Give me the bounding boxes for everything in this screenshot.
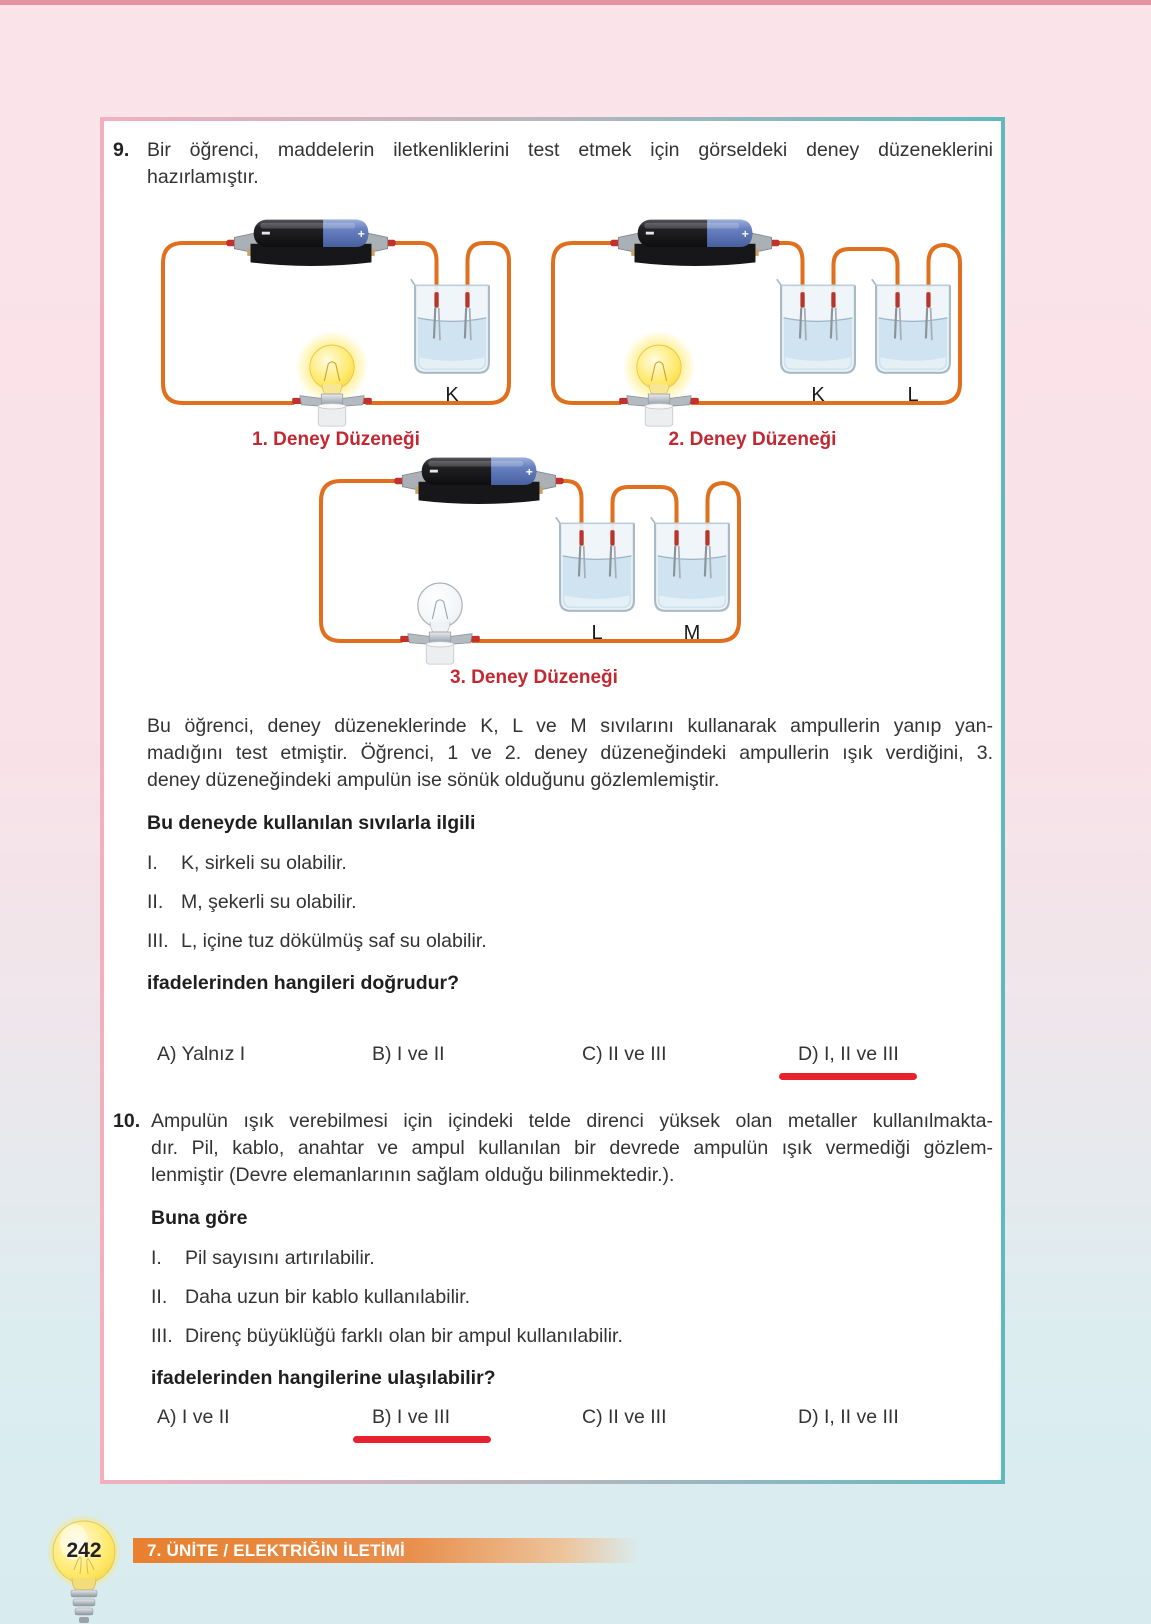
bulb-off-icon [400,583,480,664]
statement-text: M, şekerli su olabilir. [181,891,357,913]
beaker-label: K [811,384,825,406]
question-text: Ampulün ışık verebilmesi için içindeki telde direnci yüksek olan metaller kullanılmakta- dır. Pil, kablo, anahtar ve ampul kullanılan bir devrede ampulün ışık vermediği gözlem- lenmiştir (Devre elemanlarının sağlam olduğu bilinmektedir.). [151,1110,993,1186]
footer-unit-bar [133,1538,640,1563]
option-b: B) I ve II [372,1043,445,1065]
stem-question: ifadelerinden hangilerine ulaşılabilir? [151,1367,496,1389]
page-number-bulb [44,1512,124,1624]
diagram-caption: 3. Deney Düzeneği [450,667,618,688]
page-number: 242 [66,1539,102,1562]
statement-numeral: II. [147,891,164,913]
question-number: 10. [113,1110,141,1132]
statement-numeral: III. [147,930,169,952]
content-card [100,117,1005,1484]
beaker-icon [872,279,950,373]
option-a: A) Yalnız I [157,1043,246,1065]
battery-icon [226,220,395,266]
statement-numeral: II. [151,1286,168,1308]
option-c: C) II ve III [582,1043,667,1065]
question-9 [113,137,993,1066]
battery-icon [610,220,779,266]
option-a: A) I ve II [157,1406,230,1428]
beaker-icon [651,517,729,611]
option-c: C) II ve III [582,1406,667,1428]
battery-icon [394,458,563,504]
unit-title: 7. ÜNİTE / ELEKTRİĞİN İLETİMİ [147,1540,405,1560]
stem-question: ifadelerinden hangileri doğrudur? [147,972,460,994]
diagram-caption: 2. Deney Düzeneği [668,429,837,450]
statement-row [151,1323,993,1349]
statement-numeral: I. [151,1247,162,1269]
question-text: Bir öğrenci, maddelerin iletkenliklerini test etmek için görseldeki deney düzeneklerini hazırlamıştır. [147,139,993,188]
statement-numeral: III. [151,1325,173,1347]
statement-text: Daha uzun bir kablo kullanılabilir. [185,1286,471,1308]
top-strip [0,0,1151,5]
options-row [157,1043,993,1066]
options-row [157,1406,993,1429]
statement-numeral: I. [147,852,158,874]
statement-row [147,850,993,876]
option-d: D) I, II ve III [798,1406,899,1428]
bulb-lit-icon [619,331,699,427]
option-d: D) I, II ve III [798,1043,993,1066]
statement-text: Pil sayısını artırılabilir. [185,1247,375,1269]
answer-underline [353,1436,491,1443]
answer-underline [779,1073,917,1080]
statement-text: L, içine tuz dökülmüş saf su olabilir. [181,930,487,952]
bulb-icon [44,1512,124,1624]
experiment-diagrams [147,205,993,691]
stem-intro: Buna göre [151,1207,248,1229]
diagram-caption: 1. Deney Düzeneği [252,429,420,450]
diagram-2 [535,213,970,433]
statement-row [151,1284,993,1310]
statement-row [151,1245,993,1271]
beaker-label: L [591,622,603,644]
statement-row [147,889,993,915]
beaker-icon [411,279,489,373]
statement-row [147,928,993,954]
beaker-icon [556,517,634,611]
statement-text: K, sirkeli su olabilir. [181,852,347,874]
diagram-1 [141,213,531,433]
beaker-label: L [907,384,919,406]
statement-text: Direnç büyüklüğü farklı olan bir ampul kullanılabilir. [185,1325,623,1347]
bulb-lit-icon [292,331,372,427]
question-number: 9. [113,139,130,161]
beaker-icon [777,279,855,373]
option-b: B) I ve III [372,1406,582,1429]
diagram-3 [299,451,769,671]
beaker-label: M [683,622,701,644]
question-10 [113,1108,993,1429]
beaker-label: K [445,384,459,406]
stem-intro: Bu deneyde kullanılan sıvılarla ilgili [147,812,476,834]
body-paragraph: Bu öğrenci, deney düzeneklerinde K, L ve M sıvılarını kullanarak ampullerin yanıp yan- madığını test etmiştir. Öğrenci, 1 ve 2. deney düzeneğindeki ampullerin ışık verdiğini, 3. deney düzeneğindeki ampulün ise sönük olduğunu gözlemlemiştir. [147,715,993,791]
